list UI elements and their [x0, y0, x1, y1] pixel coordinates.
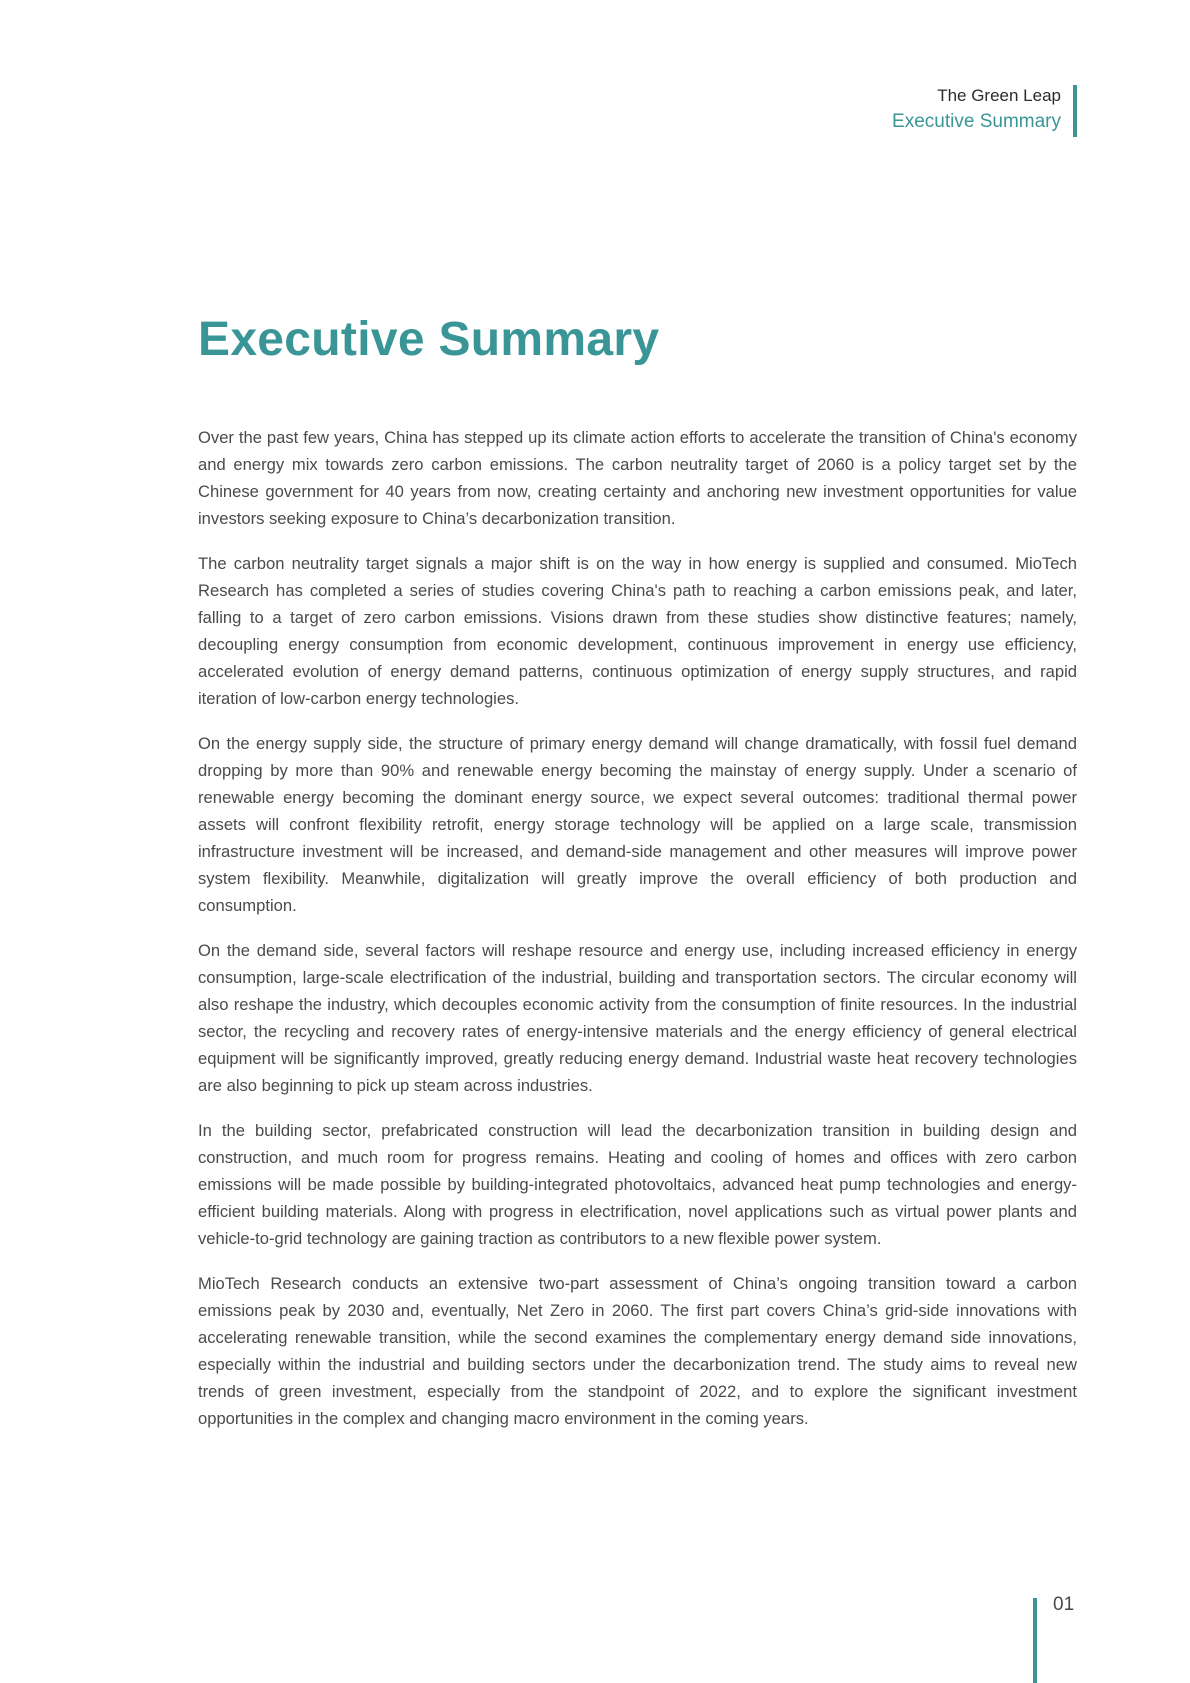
- body-text: [198, 424, 1077, 1450]
- running-header: [892, 85, 1077, 137]
- page-number: 01: [1053, 1594, 1075, 1615]
- paragraph: In the building sector, prefabricated construction will lead the decarbonization transition in building design and construction, and much room for progress remains. Heating and cooling of homes and offices with zero carbon emissions will be made possible by building-integrated photovoltaics, advanced heat pump technologies and energy-efficient building materials. Along with progress in electrification, novel applications such as virtual power plants and vehicle-to-grid technology are gaining traction as contributors to a new flexible power system.: [198, 1121, 1077, 1248]
- page-title: Executive Summary: [198, 313, 660, 366]
- header-doc-title: The Green Leap: [937, 86, 1061, 105]
- paragraph: MioTech Research conducts an extensive two-part assessment of China’s ongoing transition toward a carbon emissions peak by 2030 and, eventually, Net Zero in 2060. The first part covers China’s grid-side innovations with accelerating renewable transition, while the second examines the complementary energy demand side innovations, especially within the industrial and building sectors under the decarbonization trend. The study aims to reveal new trends of green investment, especially from the standpoint of 2022, and to explore the significant investment opportunities in the complex and changing macro environment in the coming years.: [198, 1274, 1077, 1428]
- header-section-name: Executive Summary: [892, 111, 1061, 132]
- paragraph: On the demand side, several factors will reshape resource and energy use, including increased efficiency in energy consumption, large-scale electrification of the industrial, building and transportation sectors. The circular economy will also reshape the industry, which decouples economic activity from the consumption of finite resources. In the industrial sector, the recycling and recovery rates of energy-intensive materials and the energy efficiency of general electrical equipment will be significantly improved, greatly reducing energy demand. Industrial waste heat recovery technologies are also beginning to pick up steam across industries.: [198, 941, 1077, 1095]
- paragraph: The carbon neutrality target signals a major shift is on the way in how energy is supplied and consumed. MioTech Research has completed a series of studies covering China's path to reaching a carbon emissions peak, and later, falling to a target of zero carbon emissions. Visions drawn from these studies show distinctive features; namely, decoupling energy consumption from economic development, continuous improvement in energy use efficiency, accelerated evolution of energy demand patterns, continuous optimization of energy supply structures, and rapid iteration of low-carbon energy technologies.: [198, 554, 1077, 708]
- paragraph: On the energy supply side, the structure of primary energy demand will change dramatically, with fossil fuel demand dropping by more than 90% and renewable energy becoming the mainstay of energy supply. Under a scenario of renewable energy becoming the dominant energy source, we expect several outcomes: traditional thermal power assets will confront flexibility retrofit, energy storage technology will be applied on a large scale, transmission infrastructure investment will be increased, and demand-side management and other measures will improve power system flexibility. Meanwhile, digitalization will greatly improve the overall efficiency of both production and consumption.: [198, 734, 1077, 915]
- paragraph: Over the past few years, China has stepped up its climate action efforts to accelerate the transition of China's economy and energy mix towards zero carbon emissions. The carbon neutrality target of 2060 is a policy target set by the Chinese government for 40 years from now, creating certainty and anchoring new investment opportunities for value investors seeking exposure to China’s decarbonization transition.: [198, 428, 1077, 528]
- footer-accent-bar: [1033, 1598, 1037, 1683]
